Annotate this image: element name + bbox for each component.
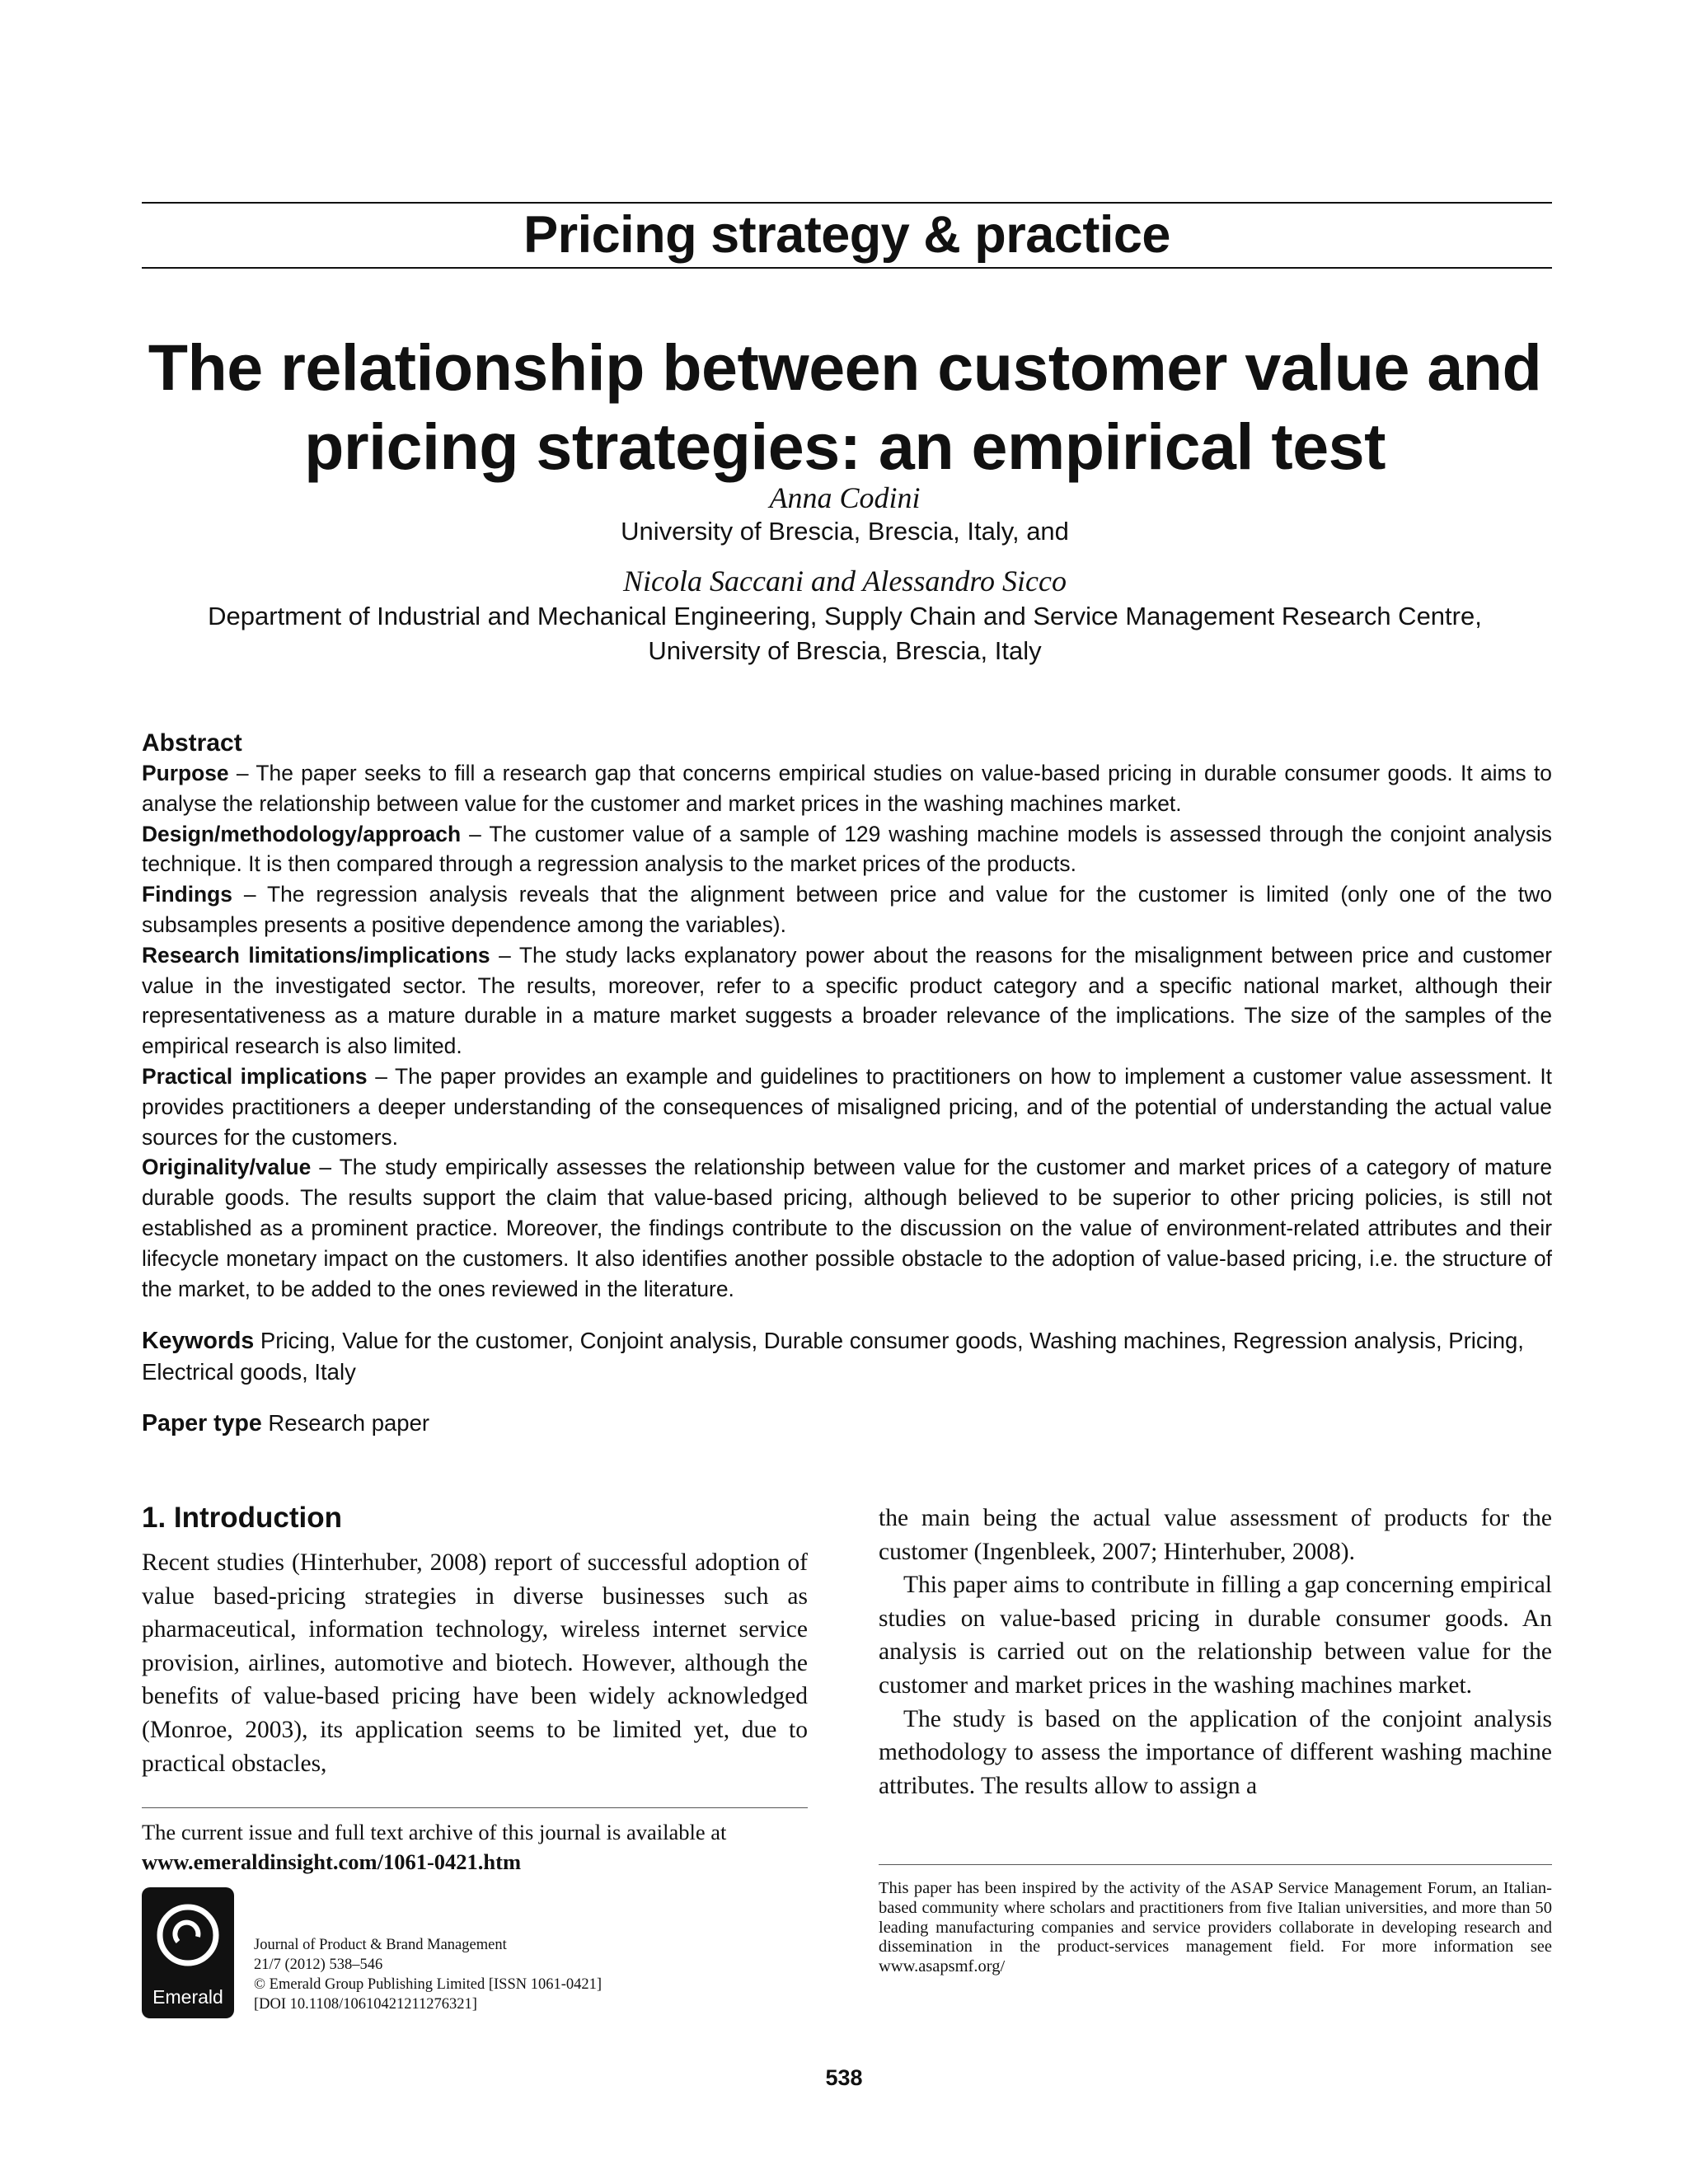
abstract-text: The study lacks explanatory power about the reasons for the misalignment between price and customer value in the investigated sector. The results, moreover, refer to a specific product category and a specific national market, although their representativeness as a mature durable in a mature market suggests a broader relevance of the implications. The size of the samples of the empirical research is also limited. (142, 942, 1552, 1059)
abstract-label: Findings (142, 882, 232, 907)
keywords (142, 1325, 1552, 1387)
emerald-logo (142, 1887, 234, 2018)
abstract-purpose: Purpose – The paper seeks to fill a research gap that concerns empirical studies on value-based pricing in durable consumer goods. It aims to analyse the relationship between value for the customer and market prices in the washing machines market. (142, 761, 1552, 816)
paper-type-text: Research paper (268, 1410, 430, 1436)
author-second: Nicola Saccani and Alessandro Sicco (623, 565, 1067, 598)
abstract-limitations: Research limitations/implications – The study lacks explanatory power about the reasons for the misalignment between price and customer value in the investigated sector. The results, moreover, refer to a specific product category and a specific national market, although their representativeness as a mature durable in a mature market suggests a broader relevance of the implications. The size of the samples of the empirical research is also limited. (142, 942, 1552, 1059)
abstract-text: The regression analysis reveals that the alignment between price and value for the customer is limited (only one of the two subsamples presents a positive dependence among the variables). (142, 882, 1553, 937)
paper-type-label: Paper type (142, 1410, 262, 1437)
emerald-logo-icon (150, 1896, 226, 1978)
section-header-text: Pricing strategy & practice (523, 206, 1170, 264)
paper-type (142, 1408, 1552, 1439)
abstract-label: Design/methodology/approach (142, 821, 462, 846)
abstract-label: Originality/value (142, 1155, 312, 1180)
intro-paragraph: The study is based on the application of the conjoint analysis methodology to assess the importance of different washing machine attributes. The results allow to assign a (879, 1705, 1552, 1799)
footnote: This paper has been inspired by the activity of the ASAP Service Management Forum, an Italian-based community where scholars and practitioners from five Italian universities, and more than 50 leading manufacturing companies and service providers collaborate in developing research and dissemination in the product-services management field. For more information see www.asapsmf.org/ (879, 1879, 1552, 1976)
affiliation-second-line2: University of Brescia, Brescia, Italy (648, 636, 1042, 665)
intro-paragraph: the main being the actual value assessment of products for the customer (Ingenbleek, 2007; Hinterhuber, 2008). (879, 1505, 1552, 1565)
archive-note-text: The current issue and full text archive of this journal is available at (142, 1820, 727, 1844)
abstract-label: Purpose (142, 761, 229, 785)
left-column (142, 1546, 808, 1780)
journal-doi: [DOI 10.1108/10610421211276321] (254, 1996, 477, 2013)
abstract-text: The paper provides an example and guidelines to practitioners on how to implement a customer value assessment. It provides practitioners a deeper understanding of the consequences of misaligned pricing, and of the potential of understanding the actual value sources for the customers. (142, 1063, 1553, 1150)
author-first: Anna Codini (769, 481, 921, 514)
archive-url-link[interactable]: www.emeraldinsight.com/1061-0421.htm (142, 1849, 522, 1874)
introduction-heading: 1. Introduction (142, 1502, 343, 1534)
intro-paragraph: Recent studies (Hinterhuber, 2008) report of successful adoption of value based-pricing strategies in diverse businesses such as pharmaceutical, information technology, wireless internet service provision, airlines, automotive and biotech. However, although the benefits of value-based pricing have been widely acknowledged (Monroe, 2003), its application seems to be limited yet, due to practical obstacles, (142, 1549, 808, 1777)
journal-volume: 21/7 (2012) 538–546 (254, 1957, 383, 1973)
abstract-findings: Findings – The regression analysis reveals that the alignment between price and value for the customer is limited (only one of the two subsamples presents a positive dependence among the variables). (142, 882, 1553, 937)
abstract-label: Practical implications (142, 1063, 368, 1089)
left-footnote-rule (142, 1807, 808, 1808)
abstract-text: The paper seeks to fill a research gap that concerns empirical studies on value-based pricing in durable consumer goods. It aims to analyse the relationship between value for the customer and market prices in the washing machines market. (142, 761, 1552, 816)
journal-name: Journal of Product & Brand Management (254, 1937, 507, 1953)
abstract-originality: Originality/value – The study empirically assesses the relationship between value for the customer and market prices of a category of mature durable goods. The results support the claim that value-based pricing, although believed to be superior to other pricing policies, is still not established as a prominent practice. Moreover, the findings contribute to the discussion on the value of environment-related attributes and their lifecycle monetary impact on the customers. It also identifies another possible obstacle to the adoption of value-based pricing, i.e. the structure of the market, to be added to the ones reviewed in the literature. (142, 1155, 1552, 1301)
page-number: 538 (825, 2065, 863, 2090)
section-header (142, 202, 1552, 269)
abstract-text: The customer value of a sample of 129 washing machine models is assessed through the conjoint analysis technique. It is then compared through a regression analysis to the market prices of the products. (142, 821, 1552, 877)
abstract-practical: Practical implications – The paper provides an example and guidelines to practitioners on how to implement a customer value assessment. It provides practitioners a deeper understanding of the consequences of misaligned pricing, and of the potential of understanding the actual value sources for the customers. (142, 1063, 1553, 1150)
journal-copyright: © Emerald Group Publishing Limited [ISSN 1061-0421] (254, 1976, 603, 1993)
abstract-design: Design/methodology/approach – The customer value of a sample of 129 washing machine models is assessed through the conjoint analysis technique. It is then compared through a regression analysis to the market prices of the products. (142, 821, 1552, 877)
intro-paragraph: This paper aims to contribute in filling a gap concerning empirical studies on value-based pricing in durable consumer goods. An analysis is carried out on the relationship between value for the customer and market prices in the washing machines market. (879, 1572, 1552, 1699)
emerald-logo-label: Emerald (152, 1986, 223, 2008)
paper-title: The relationship between customer value and pricing strategies: an empirical test (148, 330, 1542, 483)
journal-info (254, 1935, 602, 2014)
affiliation-second-line1: Department of Industrial and Mechanical Engineering, Supply Chain and Service Management Research Centre, (208, 602, 1482, 630)
abstract-label: Research limitations/implications (142, 942, 490, 968)
abstract-text: The study empirically assesses the relationship between value for the customer and market prices of a category of mature durable goods. The results support the claim that value-based pricing, although believed to be superior to other pricing policies, is still not established as a prominent practice. Moreover, the findings contribute to the discussion on the value of environment-related attributes and their lifecycle monetary impact on the customers. It also identifies another possible obstacle to the adoption of value-based pricing, i.e. the structure of the market, to be added to the ones reviewed in the literature. (142, 1155, 1552, 1301)
archive-note (142, 1817, 808, 1877)
keywords-label: Keywords (142, 1328, 255, 1355)
right-footnote-rule (879, 1864, 1552, 1865)
right-column (879, 1502, 1552, 1802)
keywords-text: Pricing, Value for the customer, Conjoint analysis, Durable consumer goods, Washing machines, Regression analysis, Pricing, Electrical goods, Italy (142, 1328, 1524, 1385)
abstract-heading: Abstract (142, 729, 242, 757)
abstract (142, 729, 1552, 1439)
affiliation-first: University of Brescia, Brescia, Italy, and (621, 517, 1069, 546)
